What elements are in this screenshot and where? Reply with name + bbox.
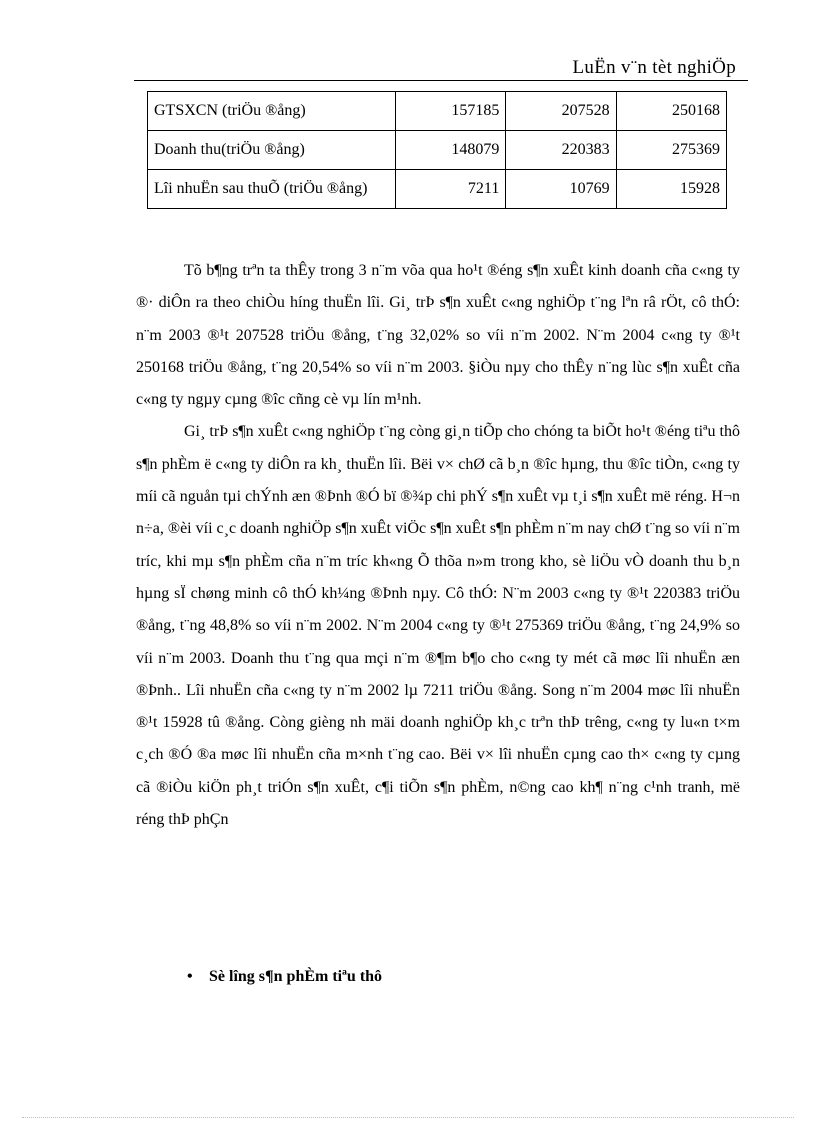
header-divider — [134, 80, 748, 81]
table-cell-label: Lîi nhuËn sau thuÕ (triÖu ®ång) — [148, 170, 396, 209]
table-cell-value: 157185 — [396, 92, 506, 131]
table-cell-value: 250168 — [616, 92, 726, 131]
bullet-item — [187, 968, 382, 986]
table-cell-label: GTSXCN (triÖu ®ång) — [148, 92, 396, 131]
table-cell-label: Doanh thu(triÖu ®ång) — [148, 131, 396, 170]
bullet-text: Sè lîng s¶n phÈm tiªu thô — [209, 968, 383, 985]
table-row — [148, 131, 727, 170]
page-bottom-divider — [22, 1117, 794, 1118]
data-table — [147, 91, 727, 209]
paragraph: Gi¸ trÞ s¶n xuÊt c«ng nghiÖp t¨ng còng gi¸n tiÕp cho chóng ta biÕt ho¹t ®éng tiªu thô s¶n phÈm ë c«ng ty diÔn ra kh¸ thuËn lîi. Bëi v× chØ cã b¸n ®îc hµng, thu ®îc tiÒn, c«ng ty míi cã nguån tµi chÝnh æn ®Þnh ®Ó bï ®¾p chi phÝ s¶n xuÊt vµ t¸i s¶n xuÊt më réng. H¬n n÷a, ®èi víi c¸c doanh nghiÖp s¶n xuÊt viÖc s¶n xuÊt s¶n phÈm n¨m nay chØ t¨ng so víi n¨m tríc, khi mµ s¶n phÈm cña n¨m tríc kh«ng Õ thõa n»m trong kho, sè liÖu vÒ doanh thu b¸n hµng sÏ chøng minh cô thÓ kh¼ng ®Þnh nµy. Cô thÓ: N¨m 2003 c«ng ty ®¹t 220383 triÖu ®ång, t¨ng 48,8% so víi n¨m 2002. N¨m 2004 c«ng ty ®¹t 275369 triÖu ®ång, t¨ng 24,9% so víi n¨m 2003. Doanh thu t¨ng qua mçi n¨m ®¶m b¶o cho c«ng ty mét cã møc lîi nhuËn æn ®Þnh.. Lîi nhuËn cña c«ng ty n¨m 2002 lµ 7211 triÖu ®ång. Song n¨m 2004 møc lîi nhuËn ®¹t 15928 tû ®ång. Còng gièng nh mäi doanh nghiÖp kh¸c trªn thÞ trêng, c«ng ty lu«n t×m c¸ch ®Ó ®a møc lîi nhuËn cña m×nh t¨ng cao. Bëi v× lîi nhuËn cµng cao th× c«ng ty cµng cã ®iÒu kiÖn ph¸t triÓn s¶n xuÊt, c¶i tiÕn s¶n phÈm, n©ng cao kh¶ n¨ng c¹nh tranh, më réng thÞ phÇn — [136, 423, 740, 829]
table-cell-value: 15928 — [616, 170, 726, 209]
bullet-icon: • — [187, 968, 193, 985]
table-cell-value: 220383 — [506, 131, 616, 170]
body-text — [136, 255, 740, 836]
table-row — [148, 92, 727, 131]
paragraph: Tõ b¶ng trªn ta thÊy trong 3 n¨m võa qua ho¹t ®éng s¶n xuÊt kinh doanh cña c«ng ty ®· diÔn ra theo chiÒu híng thuËn lîi. Gi¸ trÞ s¶n xuÊt c«ng nghiÖp t¨ng lªn râ rÖt, cô thÓ: n¨m 2003 ®¹t 207528 triÖu ®ång, t¨ng 32,02% so víi n¨m 2002. N¨m 2004 c«ng ty ®¹t 250168 triÖu ®ång, t¨ng 20,54% so víi n¨m 2003. §iÒu nµy cho thÊy n¨ng lùc s¶n xuÊt cña c«ng ty ngµy cµng ®îc cñng cè vµ lín m¹nh. — [136, 262, 740, 409]
table-cell-value: 148079 — [396, 131, 506, 170]
table-cell-value: 7211 — [396, 170, 506, 209]
table-row — [148, 170, 727, 209]
table-cell-value: 207528 — [506, 92, 616, 131]
table-cell-value: 275369 — [616, 131, 726, 170]
table-cell-value: 10769 — [506, 170, 616, 209]
header-title: LuËn v¨n tèt nghiÖp — [572, 57, 736, 78]
